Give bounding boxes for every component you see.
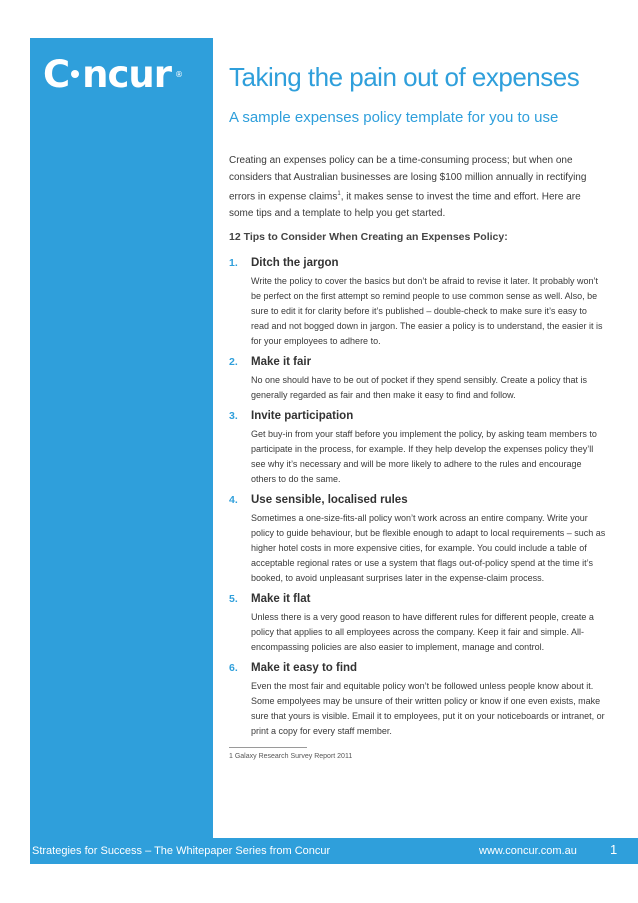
tip-item: [229, 255, 607, 349]
logo-block: [30, 38, 213, 116]
tip-title: Use sensible, localised rules: [251, 494, 408, 507]
tip-body: Write the policy to cover the basics but don’t be afraid to revise it later. It probably won’t be perfect on the first attempt so remind people to use common sense as well. Also, be sure to edit it for clarity before it’s published – double-check to make sure it’s easy to read and not bogged down in jargon. The easier a policy is to understand, the easier it is for your employees to adhere to.: [251, 276, 603, 347]
footer-series-title: Strategies for Success – The Whitepaper Series from Concur: [32, 845, 331, 857]
tip-title: Ditch the jargon: [251, 257, 339, 270]
tip-number: 2.: [229, 356, 238, 369]
main-content: [229, 60, 607, 762]
tip-title: Make it fair: [251, 356, 312, 369]
footnote-reference: 1: [337, 191, 341, 197]
footer-website-link[interactable]: www.concur.com.au: [479, 845, 577, 857]
intro-paragraph: [229, 152, 607, 222]
tip-body: Sometimes a one-size-fits-all policy won’t work across an entire company. Write your policy to guide behaviour, but be flexible enough to adapt to local requirements – such as higher hotel costs in more expensive cities, for example. You could include a table of acceptable regional rates or use a system that flags out-of-policy spend at the time it’s booked, to avoid unpleasant surprises later in the expense-claim process.: [251, 513, 606, 584]
logo-lead: C: [43, 53, 70, 96]
intro-text-end: , it makes sense to invest the time and effort. Here are some tips and a template to help you get started.: [229, 191, 581, 220]
page-title: Taking the pain out of expenses: [229, 62, 580, 92]
tip-number: 3.: [229, 410, 238, 423]
footnote-divider: [229, 747, 307, 748]
tips-heading: 12 Tips to Consider When Creating an Expenses Policy:: [229, 231, 508, 244]
logo-rest: ncur: [82, 53, 172, 96]
left-accent-column: [30, 116, 213, 838]
tip-number: 4.: [229, 494, 238, 507]
tip-number: 6.: [229, 662, 238, 675]
tip-title: Make it flat: [251, 593, 311, 606]
tip-title: Make it easy to find: [251, 662, 358, 675]
footer-bar: [30, 838, 638, 864]
intro-text-start: Creating an expenses policy can be a time-consuming process; but when one considers that Australian businesses are losing $100 million annually in rectifying errors in expense claims: [229, 155, 587, 203]
tip-item: [229, 408, 607, 487]
tip-body: No one should have to be out of pocket if they spend sensibly. Create a policy that is generally regarded as fair and then make it easy to find and follow.: [251, 375, 588, 401]
tip-item: [229, 660, 607, 739]
logo-registered-mark: ®: [175, 70, 183, 79]
tip-body: Even the most fair and equitable policy won’t be followed unless people know about it. Some empolyees may be unsure of their written policy or know if one even exists, make sure that yours is visible. Email it to employees, put it on your noticeboards or intranet, or print a copy for every staff member.: [251, 681, 605, 737]
tip-item: [229, 492, 607, 586]
tip-item: [229, 354, 607, 403]
page-subtitle: A sample expenses policy template for you to use: [229, 109, 559, 126]
tip-title: Invite participation: [251, 410, 354, 423]
page-number: 1: [610, 842, 618, 857]
tip-number: 5.: [229, 593, 238, 606]
tip-item: [229, 591, 607, 655]
tips-list: [229, 255, 607, 739]
tip-body: Unless there is a very good reason to have different rules for different people, create a policy that applies to all employees across the company. Keep it fair and simple. All-encompassing policies are also easier to implement, manage and control.: [251, 612, 594, 653]
tip-body: Get buy-in from your staff before you implement the policy, by asking team members to participate in the process, for example. If they help develop the expenses policy they’ll see why it’s necessary and will be more likely to adhere to the rules and encourage others to do the same.: [251, 429, 597, 485]
logo-dot-icon: [71, 70, 79, 78]
tip-number: 1.: [229, 257, 238, 270]
concur-logo: [43, 53, 182, 97]
footnote: 1 Galaxy Research Survey Report 2011: [229, 753, 353, 761]
